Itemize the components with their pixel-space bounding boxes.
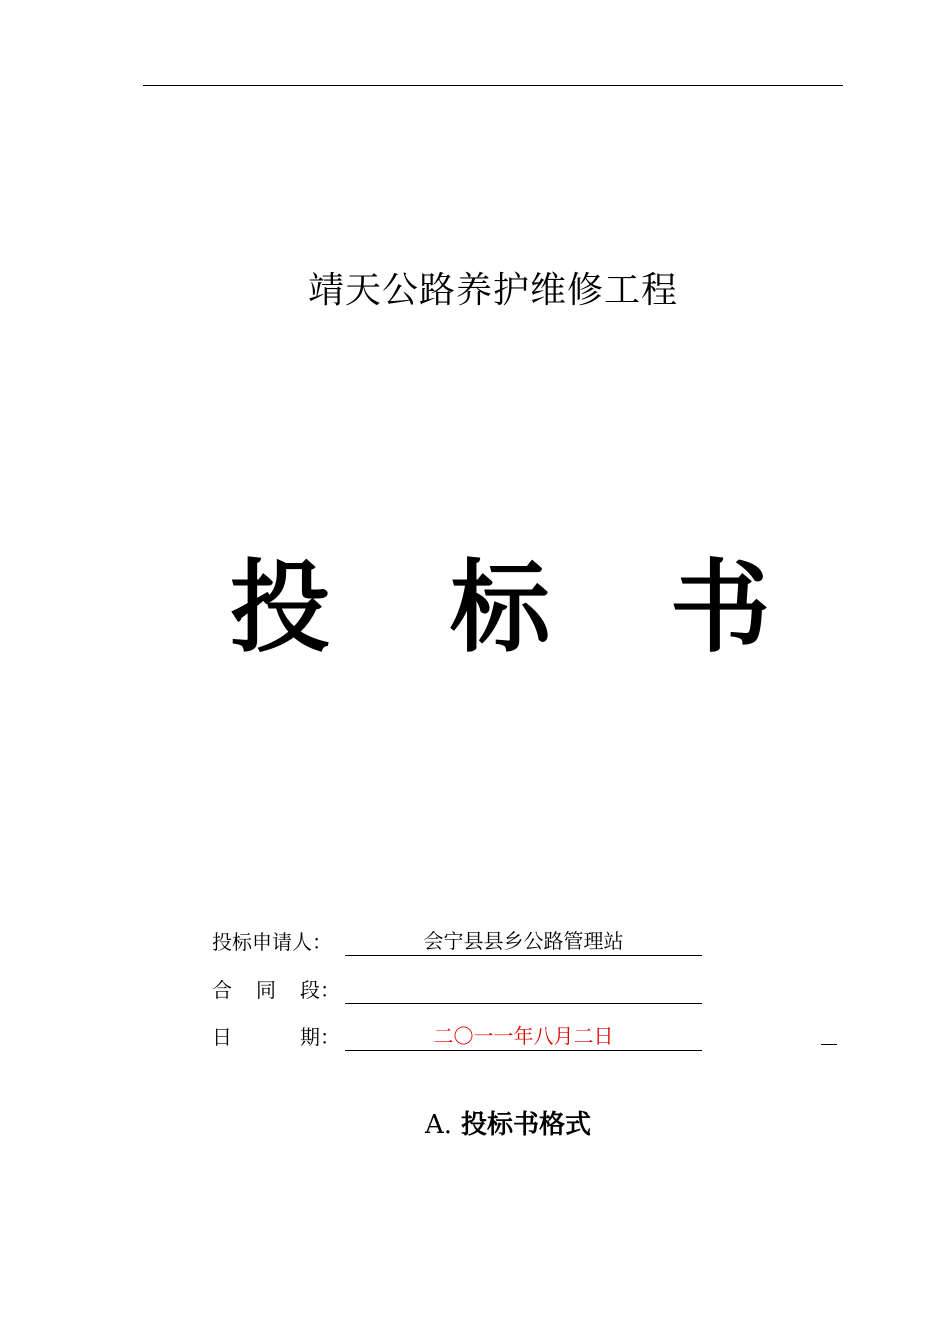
contract-label-char-3: 段： — [300, 978, 340, 1002]
applicant-row — [212, 927, 712, 957]
section-title: 投标书格式 — [461, 1110, 592, 1140]
document-main-title — [230, 548, 770, 668]
contract-section-row — [212, 975, 712, 1005]
date-label-char-2: 期： — [300, 1025, 340, 1049]
contract-label-char-1: 合 — [212, 978, 232, 1002]
project-title: 靖天公路养护维修工程 — [307, 270, 678, 311]
contract-section-value — [345, 975, 702, 1004]
header-rule — [143, 85, 843, 86]
date-value-line — [345, 1022, 702, 1051]
main-title-char-3: 书 — [670, 549, 770, 666]
contract-section-label — [212, 975, 342, 1005]
main-title-char-2: 标 — [450, 549, 550, 666]
date-label-char-1: 日 — [212, 1025, 232, 1049]
date-value: 二〇一一年八月二日 — [433, 1024, 614, 1048]
applicant-value: 会宁县县乡公路管理站 — [345, 927, 702, 956]
section-heading — [0, 1104, 950, 1141]
date-row — [212, 1022, 712, 1052]
applicant-label: 投标申请人： — [212, 930, 332, 954]
main-title-char-1: 投 — [230, 549, 330, 666]
section-letter: A. — [424, 1110, 452, 1140]
date-label — [212, 1022, 342, 1052]
contract-label-char-2: 同 — [256, 978, 276, 1002]
stray-underline-mark — [821, 1044, 837, 1045]
